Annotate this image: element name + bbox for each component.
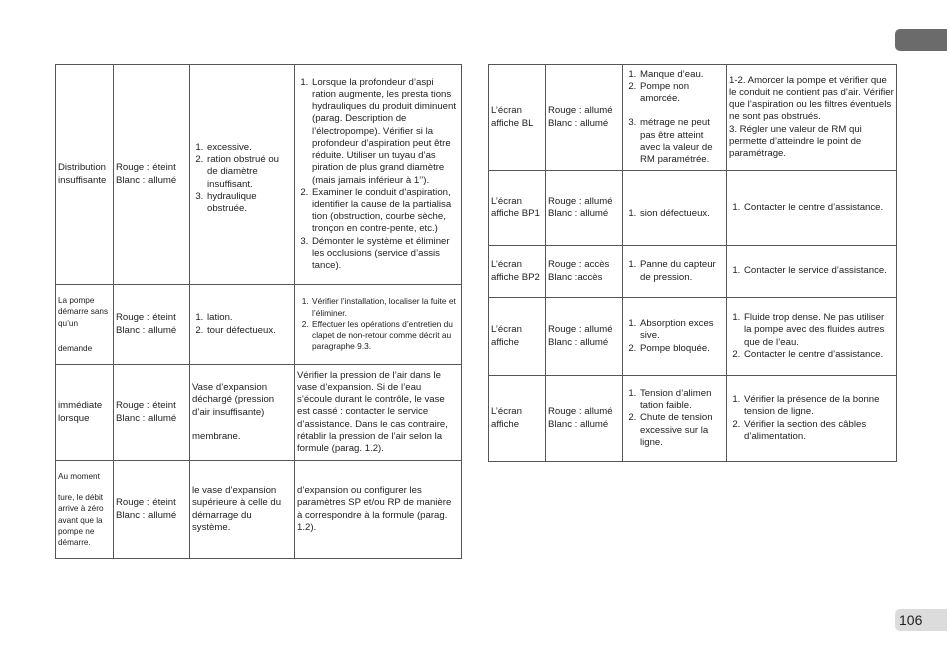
cause-cell: le vase d’expansion supérieure à celle du démarrage du système. [190,461,295,559]
problem-cell: L’écran affiche BL [489,65,546,171]
indicator-cell: Rouge : éteint Blanc : allumé [114,65,190,285]
cause-item: 1. Tension d’alimen tation faible. [639,388,724,412]
cause-item: 3. métrage ne peut pas être atteint avec la valeur de RM paramétrée. [639,105,724,166]
problem-cell: L’écran affiche BP1 [489,171,546,246]
table-row [56,285,462,365]
solution-item: 3. Démonter le système et éliminer les occlusions (service d’assis tance). [311,236,459,273]
solution-cell: Vérifier la pression de l’air dans le vase d’expansion. Si de l’eau s’écoule durant le contrôle, le vase est cassé : contacter le service d’assistance. Dans le cas contraire, rétablir la pression de l’air selon la formule (parag. 1.2). [295,365,462,461]
problem-text: demande [58,343,93,353]
problem-cell [56,461,114,559]
table-row [489,298,897,376]
table-row [489,246,897,298]
table-row [56,365,462,461]
problem-text: La pompe démarre sans qu’un [58,296,109,328]
solution-item: 1. Contacter le service d’assistance. [743,265,894,277]
problem-cell: immédiate lorsque [56,365,114,461]
solution-item: 1. Vérifier la présence de la bonne tension de ligne. [743,394,894,418]
cause-item: 1. sion défectueux. [639,196,724,220]
problem-cell: Distribution insuffisante [56,65,114,285]
problem-cell: L’écran affiche [489,298,546,376]
troubleshooting-table-left [55,64,462,559]
solution-cell: 1-2. Amorcer la pompe et vérifier que le conduit ne contient pas d’air. Vérifier que l’aspiration ou les filtres éventuels ne sont pas obstrués. 3. Régler une valeur de RM qui permette d’atteindre le point de paramétrage. [727,65,897,171]
cause-item: 1. lation. [206,312,292,324]
solution-cell [727,246,897,298]
solution-item: 2. Contacter le centre d’assistance. [743,349,894,361]
problem-cell: L’écran affiche BP2 [489,246,546,298]
problem-text: Au moment [58,471,100,481]
solution-item: 1. Lorsque la profondeur d’aspi ration augmente, les presta tions hydrauliques du produit diminuent (parag. Description de l’électropompe). Vérifier si la profondeur d’aspiration peut être réduite. Utiliser un tuyau d’as piration de plus grand diamètre (mais jamais inférieur à 1’’). [311,77,459,187]
cause-item: 1. excessive. [206,134,292,154]
cause-item: 2. Pompe bloquée. [639,343,724,355]
solution-cell [727,298,897,376]
problem-cell [56,285,114,365]
problem-cell: L’écran affiche [489,376,546,462]
cause-text: membrane. [192,430,241,442]
cause-item: 2. ration obstrué ou de diamètre insuffisant. [206,154,292,191]
cause-item: 3. hydraulique obstruée. [206,191,292,215]
cause-item: 1. Panne du capteur de pression. [639,259,724,283]
indicator-cell: Rouge : allumé Blanc : allumé [546,298,623,376]
cause-cell [623,246,727,298]
cause-cell [623,376,727,462]
indicator-cell: Rouge : éteint Blanc : allumé [114,461,190,559]
cause-item: 1. Manque d’eau. [639,69,724,81]
solution-item: 2. Vérifier la section des câbles d’alimentation. [743,419,894,443]
indicator-cell: Rouge : allumé Blanc : allumé [546,65,623,171]
cause-cell [190,285,295,365]
solution-cell [727,171,897,246]
troubleshooting-table-right [488,64,897,462]
language-tab [895,29,947,51]
cause-item: 1. Absorption exces sive. [639,318,724,342]
cause-cell [623,171,727,246]
cause-item: 2. tour défectueux. [206,325,292,337]
solution-item: 1. Fluide trop dense. Ne pas utiliser la pompe avec des fluides autres que de l’eau. [743,312,894,349]
solution-cell: d’expansion ou configurer les paramètres SP et/ou RP de manière à correspondre à la formule (parag. 1.2). [295,461,462,559]
cause-text: Vase d’expansion déchargé (pression d’air insuffisante) [192,382,275,418]
problem-text: ture, le débit arrive à zéro avant que la pompe ne démarre. [58,493,104,547]
table-row [489,65,897,171]
solution-item: 1. Contacter le centre d’assistance. [743,202,894,214]
solution-item: 2. Effectuer les opérations d’entretien du clapet de non-retour comme décrit au paragraphe 9.3. [311,319,459,353]
cause-cell [623,298,727,376]
cause-item: 2. Chute de tension excessive sur la ligne. [639,412,724,449]
table-row [56,65,462,285]
indicator-cell: Rouge : allumé Blanc : allumé [546,171,623,246]
indicator-cell: Rouge : accès Blanc :accès [546,246,623,298]
solution-cell [295,65,462,285]
cause-item: 2. Pompe non amorcée. [639,81,724,105]
indicator-cell: Rouge : allumé Blanc : allumé [546,376,623,462]
solution-cell [727,376,897,462]
table-row [489,376,897,462]
table-row [489,171,897,246]
page-number: 106 [895,609,947,631]
solution-item: 1. Vérifier l’installation, localiser la fuite et l’éliminer. [311,296,459,318]
solution-cell [295,285,462,365]
indicator-cell: Rouge : éteint Blanc : allumé [114,365,190,461]
indicator-cell: Rouge : éteint Blanc : allumé [114,285,190,365]
cause-cell [623,65,727,171]
solution-item: 2. Examiner le conduit d’aspiration, identifier la cause de la partialisa tion (obstruction, courbe sèche, tronçon en contre-pente, etc.) [311,187,459,236]
table-row [56,461,462,559]
cause-cell [190,65,295,285]
cause-cell [190,365,295,461]
